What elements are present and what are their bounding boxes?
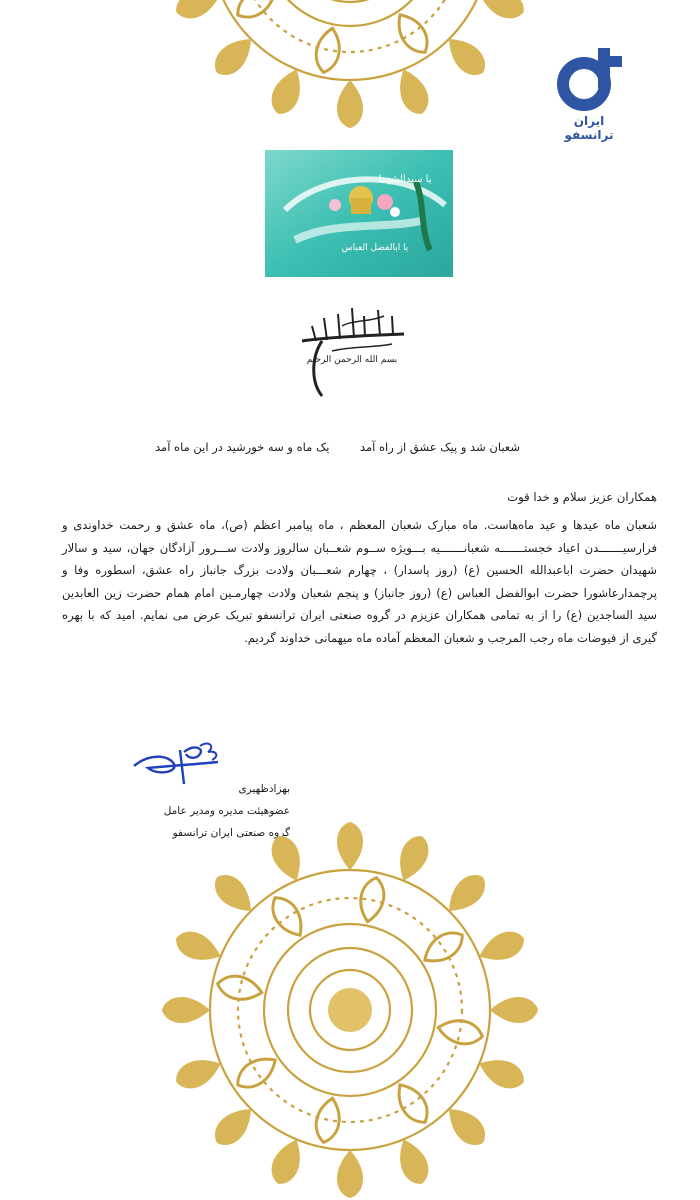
banner-lettering-bottom: یا ابالفضل العباس: [341, 243, 409, 253]
signatory-name: بهزادظهیری: [238, 783, 290, 795]
company-name: ایران ترانسفو: [564, 114, 614, 142]
top-ornament-icon: [140, 0, 560, 130]
banner-lettering-top: یا سیدالشهدا: [378, 174, 432, 185]
signatory-title: عضوهیئت مدیره ومدیر عامل: [163, 805, 290, 817]
letter-body: [62, 486, 657, 649]
letter-paragraph: شعبان ماه عیدها و عید ماه‌هاست. ماه مبارک شعبان المعظم ، ماه پیامبر اعظم (ص)، ماه عشق و رحمت خداوندی و فرارسیـــــــدن اعیاد خجستـــــــه شعبانـــــــیه بـــویژه ســوم شعــبان سالروز ولادت ســـرور آزادگان جهان، سید و سالار شهیدان حضرت اباعبدالله الحسین (ع) (روز پاسدار) ، چهارم شعـــبان ولادت بزرگ جانباز راه عشق، اسطوره وفا و پرچمدارعاشورا حضرت ابوالفضل العباس (ع) (روز جانباز) و پنجم شعبان ولادت چهارمـین امام همام حضرت زین العابدین سید الساجدین (ع) را از به تمامی همکاران عزیزم در گروه صنعتی ایران ترانسفو تبریک عرض می نمایم. امید که با بهره گیری از فیوضات ماه رجب المرجب و شعبان المعظم آماده ماه میهمانی خداوند گردیم.: [62, 518, 657, 645]
iran-transfo-logo-icon: [554, 44, 624, 112]
shaban-greeting-banner-icon: [265, 150, 453, 277]
poem-line-2: یک ماه و سه خورشید در این ماه آمد: [155, 440, 330, 454]
greeting-banner: [265, 150, 453, 277]
poem-line-1: شعبان شد و پیک عشق از راه آمد: [359, 440, 520, 454]
bismillah-calligraphy-icon: [292, 296, 412, 400]
letter-greeting: همکاران عزیز سلام و خدا قوت: [507, 490, 657, 504]
poem-verse: [150, 440, 520, 460]
bottom-ornament-icon: [140, 820, 560, 1200]
company-logo: [548, 44, 630, 142]
signatory-organization: گروه صنعتی ایران ترانسفو: [172, 827, 290, 839]
bismillah-lettering: بسم الله الرحمن الرحیم: [306, 355, 398, 365]
